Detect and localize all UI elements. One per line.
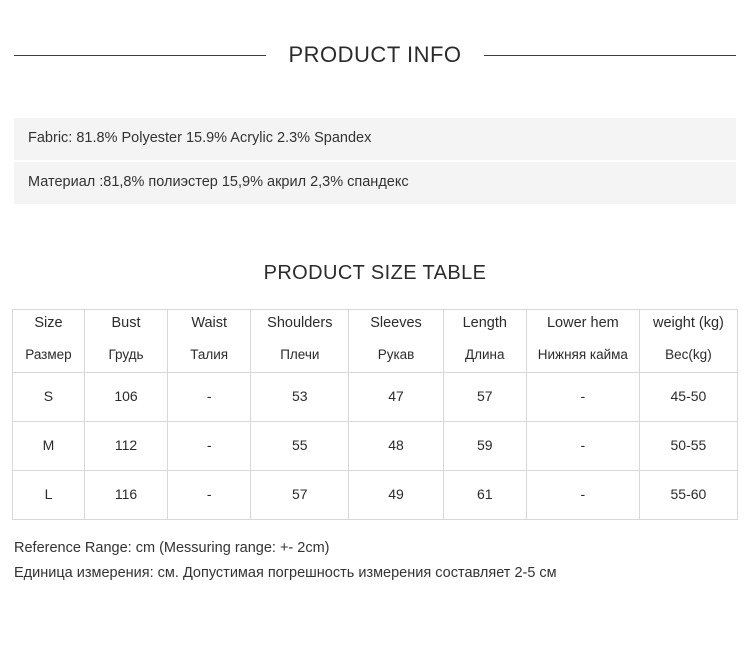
cell-sleeves: 49 (349, 470, 443, 519)
cell-lower-hem: - (526, 421, 639, 470)
header-shoulders-ru: Плечи (251, 338, 349, 373)
header-waist-ru: Талия (168, 338, 251, 373)
measurement-notes (0, 536, 750, 587)
fabric-line-russian: Материал :81,8% полиэстер 15,9% акрил 2,3% спандекс (14, 162, 736, 204)
table-row (13, 421, 738, 470)
note-russian: Единица измерения: см. Допустимая погрешность измерения составляет 2-5 см (14, 564, 557, 581)
fabric-info-block (0, 118, 750, 204)
size-table-wrapper (0, 309, 750, 520)
cell-weight: 50-55 (639, 421, 737, 470)
page-header (0, 42, 750, 68)
header-bust-ru: Грудь (84, 338, 167, 373)
cell-bust: 112 (84, 421, 167, 470)
cell-size: M (13, 421, 85, 470)
size-table-title: PRODUCT SIZE TABLE (263, 261, 487, 284)
size-table (12, 309, 738, 520)
page-title: PRODUCT INFO (288, 42, 462, 67)
header-size-en: Size (13, 309, 85, 338)
cell-lower-hem: - (526, 372, 639, 421)
header-lower-hem-ru: Нижняя кайма (526, 338, 639, 373)
table-header-row-russian (13, 338, 738, 373)
header-bust-en: Bust (84, 309, 167, 338)
cell-weight: 55-60 (639, 470, 737, 519)
header-lower-hem-en: Lower hem (526, 309, 639, 338)
header-size-ru: Размер (13, 338, 85, 373)
table-header-row-english (13, 309, 738, 338)
cell-bust: 106 (84, 372, 167, 421)
product-info-page (0, 42, 750, 672)
header-sleeves-ru: Рукав (349, 338, 443, 373)
table-row (13, 470, 738, 519)
cell-sleeves: 47 (349, 372, 443, 421)
cell-bust: 116 (84, 470, 167, 519)
cell-weight: 45-50 (639, 372, 737, 421)
cell-waist: - (168, 372, 251, 421)
header-sleeves-en: Sleeves (349, 309, 443, 338)
fabric-line-english: Fabric: 81.8% Polyester 15.9% Acrylic 2.3% Spandex (14, 118, 736, 162)
header-weight-ru: Вес(kg) (639, 338, 737, 373)
cell-shoulders: 57 (251, 470, 349, 519)
cell-length: 59 (443, 421, 526, 470)
header-waist-en: Waist (168, 309, 251, 338)
cell-lower-hem: - (526, 470, 639, 519)
cell-waist: - (168, 470, 251, 519)
cell-shoulders: 55 (251, 421, 349, 470)
note-english: Reference Range: cm (Messuring range: +- 2cm) (14, 539, 330, 556)
header-length-ru: Длина (443, 338, 526, 373)
cell-size: S (13, 372, 85, 421)
table-row (13, 372, 738, 421)
header-shoulders-en: Shoulders (251, 309, 349, 338)
cell-size: L (13, 470, 85, 519)
header-rule-left (14, 55, 266, 56)
header-weight-en: weight (kg) (639, 309, 737, 338)
header-rule-right (484, 55, 736, 56)
cell-length: 61 (443, 470, 526, 519)
cell-shoulders: 53 (251, 372, 349, 421)
cell-length: 57 (443, 372, 526, 421)
cell-sleeves: 48 (349, 421, 443, 470)
header-length-en: Length (443, 309, 526, 338)
cell-waist: - (168, 421, 251, 470)
